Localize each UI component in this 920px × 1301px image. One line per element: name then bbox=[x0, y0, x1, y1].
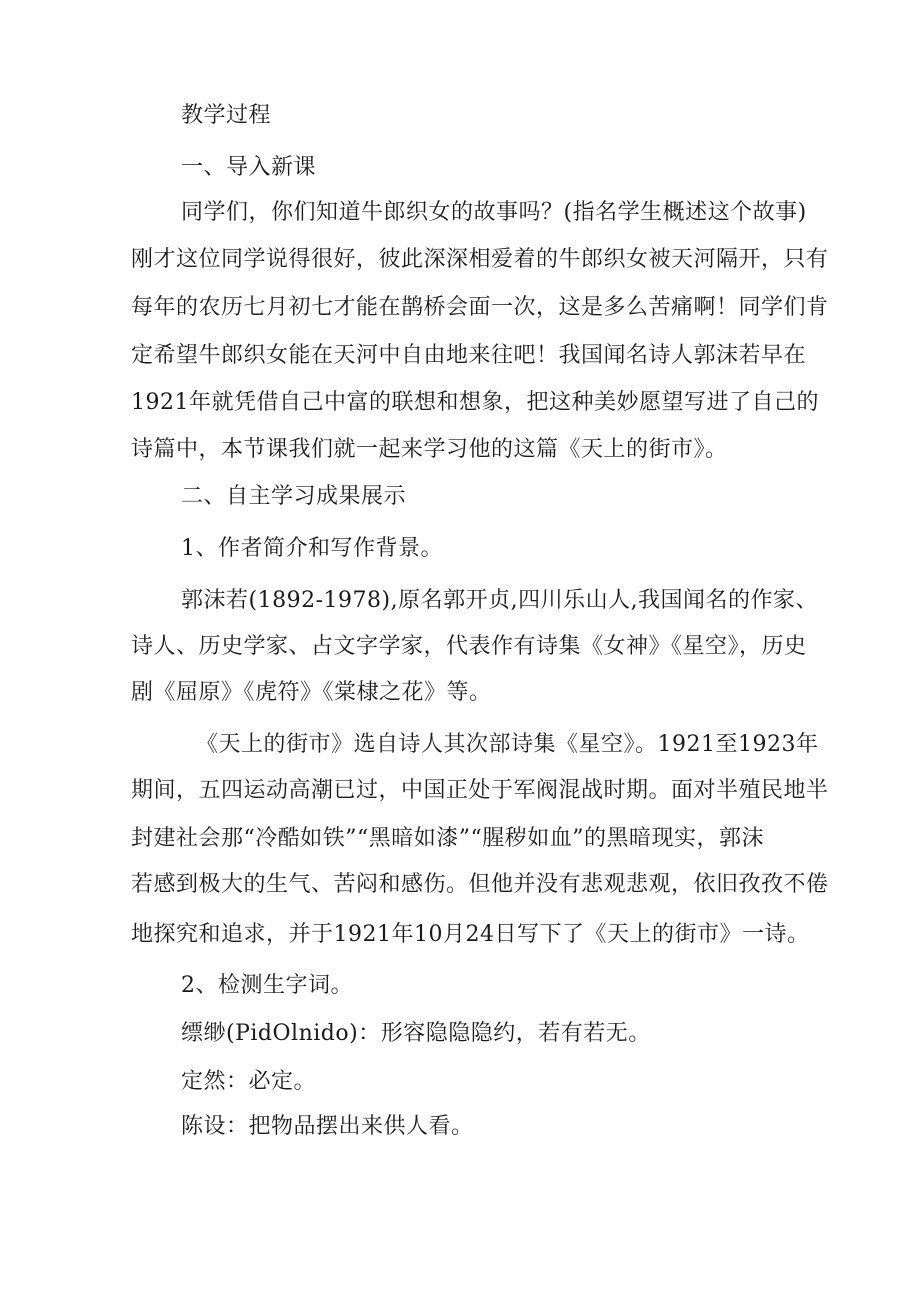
background-line: 若感到极大的生气、苦闷和感伤。但他并没有悲观悲观，依旧孜孜不倦 bbox=[131, 872, 829, 897]
paragraph-line: 刚才这位同学说得很好，彼此深深相爱着的牛郎织女被天河隔开，只有 bbox=[131, 247, 829, 272]
background-line: 地探究和追求，并于1921年10月24日写下了《天上的街市》一诗。 bbox=[131, 922, 810, 947]
author-line: 剧《屈原》《虎符》《棠棣之花》等。 bbox=[131, 680, 492, 705]
vocab-item: 定然：必定。 bbox=[181, 1069, 317, 1094]
background-line: 《天上的街市》选自诗人其次部诗集《星空》。1921至1923年 bbox=[196, 732, 819, 757]
section2-heading: 二、自主学习成果展示 bbox=[181, 484, 407, 509]
sub1-heading: 1、作者简介和写作背景。 bbox=[181, 536, 443, 561]
paragraph-line: 1921年就凭借自己中富的联想和想象，把这种美妙愿望写进了自己的 bbox=[131, 390, 819, 415]
background-line: 封建社会那“冷酷如铁”“黑暗如漆”“腥秽如血”的黑暗现实，郭沫 bbox=[131, 826, 764, 851]
vocab-item: 缥缈(PidOlnido)：形容隐隐隐约，若有若无。 bbox=[181, 1021, 651, 1046]
paragraph-line: 每年的农历七月初七才能在鹊桥会面一次，这是多么苦痛啊！同学们肯 bbox=[131, 295, 829, 320]
author-line: 郭沫若(1892-1978),原名郭开贞,四川乐山人,我国闻名的作家、 bbox=[181, 588, 819, 613]
document-title: 教学过程 bbox=[181, 103, 272, 128]
paragraph-line: 定希望牛郎织女能在天河中自由地来往吧！我国闻名诗人郭沫若早在 bbox=[131, 343, 807, 368]
sub2-heading: 2、检测生字词。 bbox=[181, 973, 353, 998]
background-line: 期间，五四运动高潮已过，中国正处于军阀混战时期。面对半殖民地半 bbox=[131, 778, 829, 803]
paragraph-line: 同学们，你们知道牛郎织女的故事吗？(指名学生概述这个故事) bbox=[181, 200, 807, 225]
vocab-item: 陈设：把物品摆出来供人看。 bbox=[181, 1114, 474, 1139]
paragraph-line: 诗篇中，本节课我们就一起来学习他的这篇《天上的街市》。 bbox=[131, 437, 728, 462]
section1-heading: 一、导入新课 bbox=[181, 155, 317, 180]
author-line: 诗人、历史学家、占文字学家，代表作有诗集《女神》《星空》，历史 bbox=[131, 634, 807, 659]
